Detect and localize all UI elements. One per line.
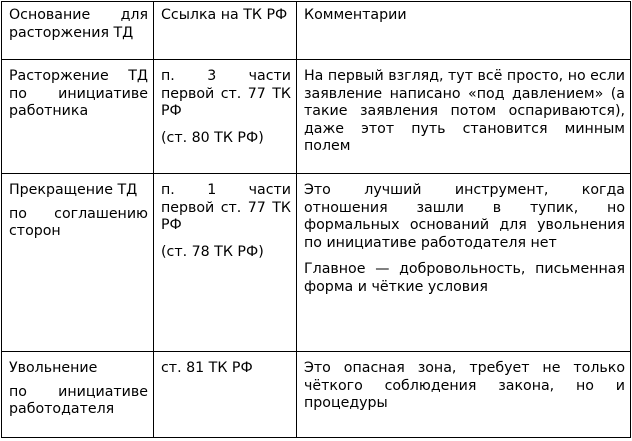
table-row xyxy=(2,60,631,174)
reference-text: п. 3 части первой ст. 77 ТК РФ xyxy=(161,68,291,119)
reference-text: п. 1 части первой ст. 77 ТК РФ xyxy=(161,182,291,233)
reference-cell xyxy=(154,60,297,174)
basis-text-continued: по инициативе работодателя xyxy=(9,383,148,417)
basis-text-continued: по соглашению сторон xyxy=(9,205,148,239)
reference-article: (ст. 78 ТК РФ) xyxy=(161,243,264,260)
comment-text: Это лучший инструмент, когда отношения зашли в тупик, но формальных оснований для увольнения по инициативе работодателя нет xyxy=(304,182,625,251)
comment-cell xyxy=(297,60,631,174)
table-header-row xyxy=(2,2,631,60)
header-comments: Комментарии xyxy=(297,2,631,60)
header-reference: Ссылка на ТК РФ xyxy=(154,2,297,60)
reference-cell xyxy=(154,352,297,438)
header-basis: Основание для расторжения ТД xyxy=(2,2,154,60)
basis-cell xyxy=(2,174,154,352)
reference-article: (ст. 80 ТК РФ) xyxy=(161,129,264,146)
table-row xyxy=(2,174,631,352)
basis-cell xyxy=(2,60,154,174)
table-row xyxy=(2,352,631,438)
basis-cell xyxy=(2,352,154,438)
termination-grounds-table xyxy=(1,1,631,438)
reference-cell xyxy=(154,174,297,352)
basis-text: Расторжение ТД по инициативе работника xyxy=(9,68,148,119)
comment-cell xyxy=(297,352,631,438)
basis-text: Увольнение xyxy=(9,360,98,376)
comment-text: На первый взгляд, тут всё просто, но если заявление написано «под давлением» (а такие заявления потом оспариваются), даже этот путь становится минным полем xyxy=(304,68,625,154)
basis-text: Прекращение ТД xyxy=(9,182,138,198)
comment-text: Это опасная зона, требует не только чёткого соблюдения закона, но и процедуры xyxy=(304,360,625,411)
comment-text-continued: Главное — добровольность, письменная форма и чёткие условия xyxy=(304,261,625,295)
comment-cell xyxy=(297,174,631,352)
reference-text: ст. 81 ТК РФ xyxy=(161,360,253,376)
